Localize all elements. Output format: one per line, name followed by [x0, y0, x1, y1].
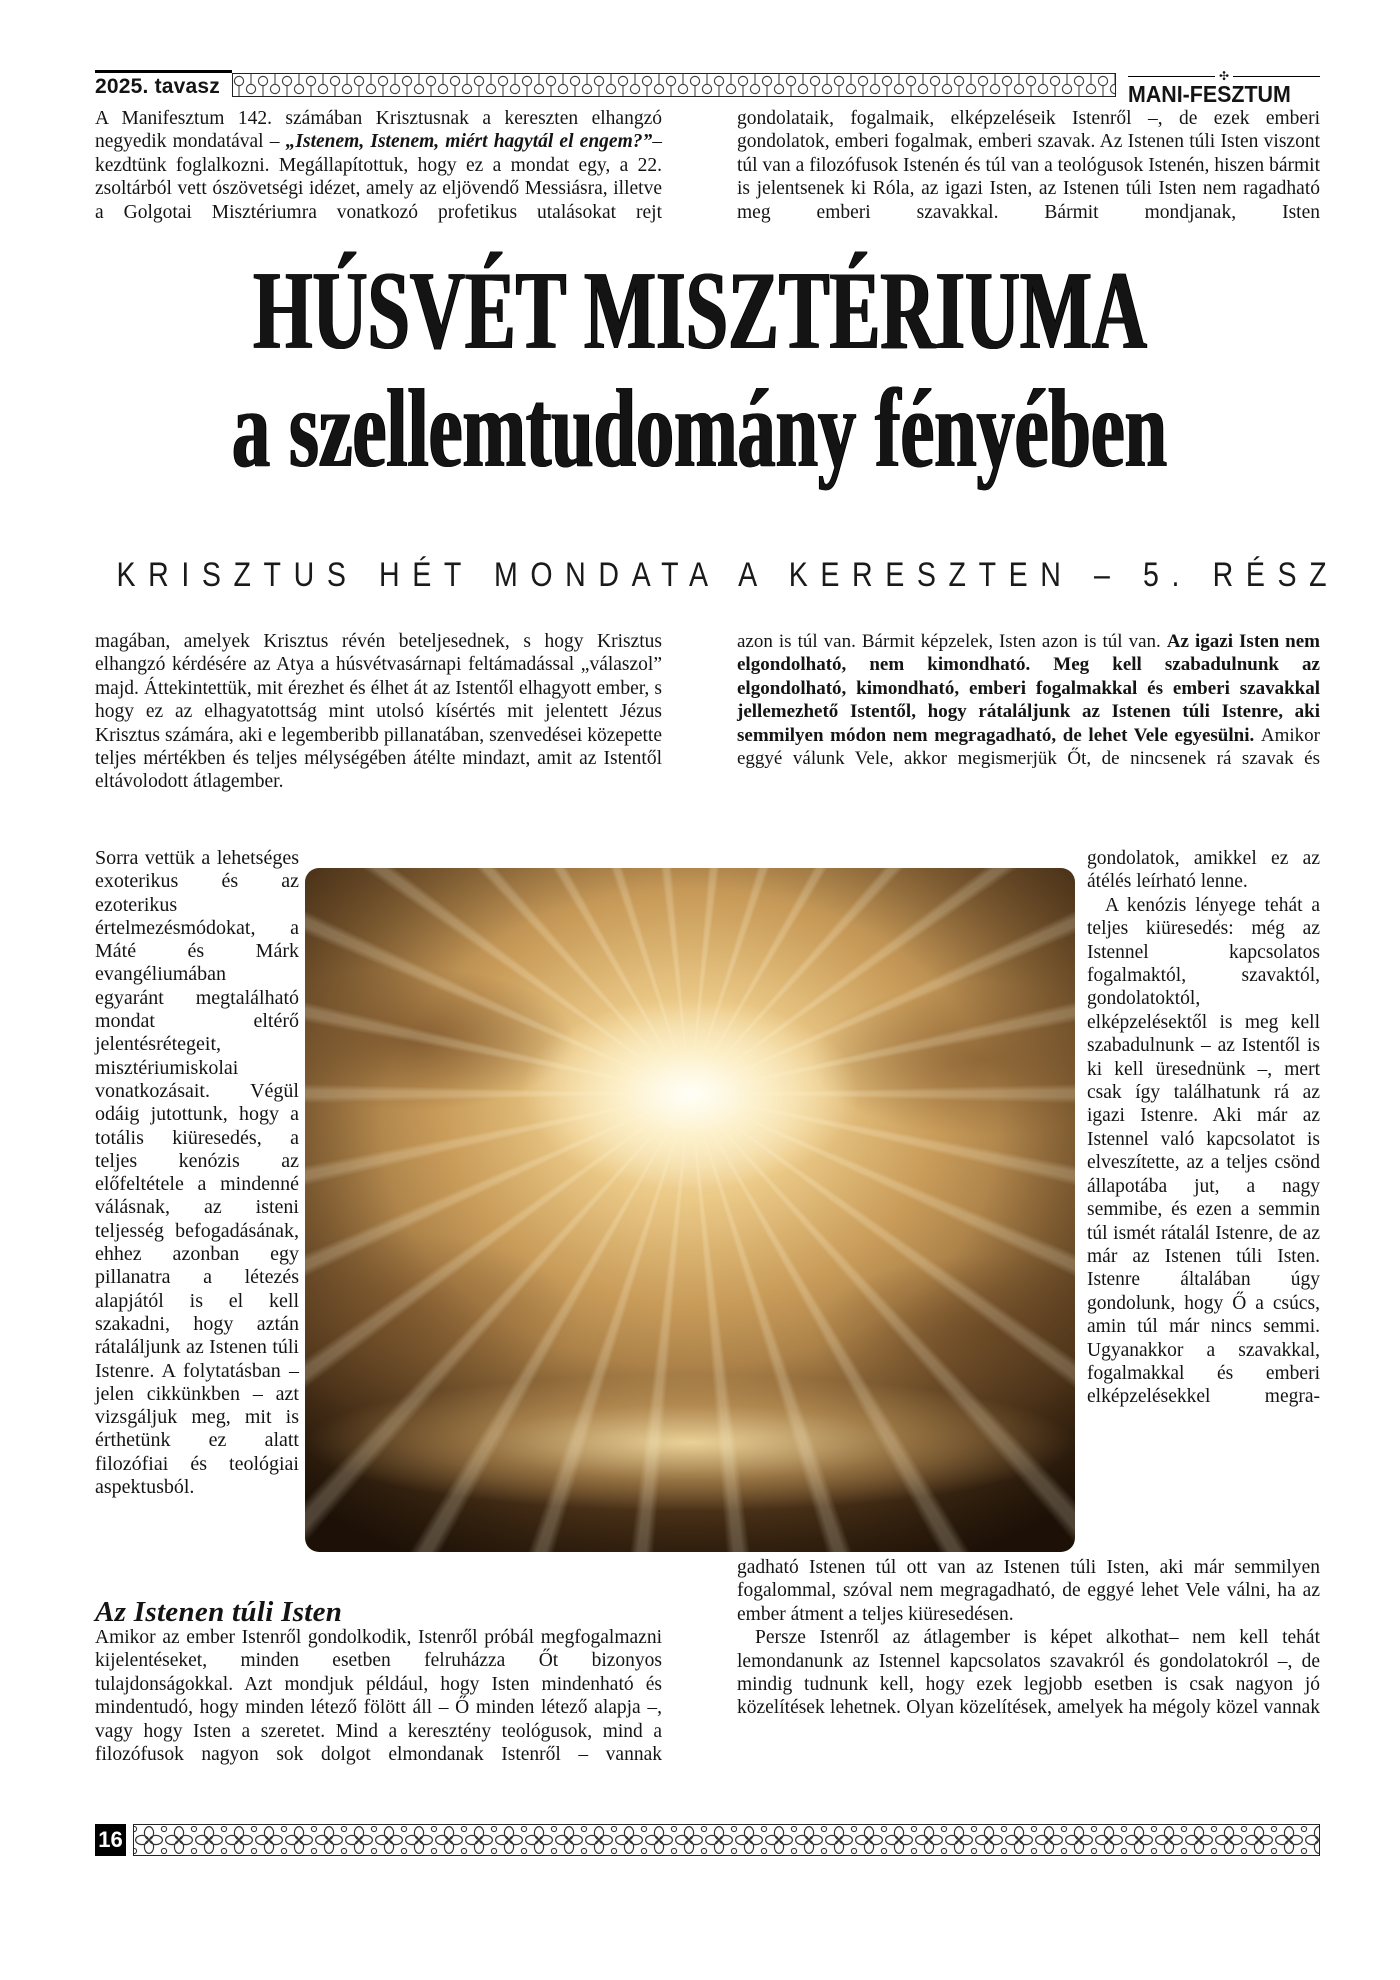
narrow-right-paragraph-1: gondolatok, amikkel ez az átélés leírható lenne. [1087, 848, 1320, 893]
article-headline [0, 249, 1400, 491]
rule-line [1128, 76, 1215, 77]
page-header [95, 69, 1320, 107]
paragraph-mid-left: magában, amelyek Krisztus révén beteljesednek, s hogy Krisztus elhangzó kérdésére az Atya a húsvétvasárnapi feltámadással „válaszol” majd. Áttekintettük, mit érezhet és élhet át az Istentől elhagyott ember, s hogy ez az elhagyatottság mint utolsó kísértés mit jelentett Jézus Krisztus számára, aki e legemberibb pillanatában, szenvedései közepette teljes mértékben és teljes mélységében átélte mindazt, amit az Istentől eltávolodott átlagember. [95, 631, 662, 793]
chain-ornament-pattern [233, 74, 1115, 96]
bottom-right-paragraph-2: Persze Istenről az átlagember is képet alkothat– nem kell tehát lemondanunk az Istennel kapcsolatos szavakról és gondolatokról –, de mindig tudnunk kell, hogy ezek legjobb esetben is csak nagyon jó közelítések lehetnek. Olyan közelítések, amelyek ha mégoly közel vannak [737, 1627, 1320, 1719]
bottom-right-paragraph-1: gadható Istenen túl ott van az Istenen túli Isten, aki már semmilyen fogalommal, szóval nem megragadható, de eggyé lehet Vele válni, ha az ember átment a teljes kiüresedésen. [737, 1557, 1320, 1625]
narrow-right-paragraph-2: A kenózis lényege tehát a teljes kiüresedés: még az Istennel kapcsolatos fogalmaktól, szavaktól, gondolatoktól, elképzelésektől is meg kell szabadulnunk – az Istentől is ki kell üresednünk –, mert csak így találhatunk rá az igazi Istenre. Aki már az Istennel való kapcsolatot is elveszítette, az a teljes csönd állapotába jut, a nagy semmibe, és ezen a semmin túl ismét rátalál Istenre, de az már az Istenen túli Isten. Istenre általában úgy gondolunk, hogy Ő a csúcs, amin túl már nincs semmi. Ugyanakkor a szavakkal, fogalmakkal és emberi elképzelésekkel megra- [1087, 894, 1320, 1408]
paragraph-bottom-left: Amikor az ember Istenről gondolkodik, Istenről próbál megfogalmazni kijelentéseket, minden esetben felruházza Őt bizonyos tulajdonságokkal. Azt mondjuk például, hogy Isten mindenható és mindentudó, hogy minden létező fölött áll – Ő minden létező alapja –, vagy hogy Isten a szeretet. Mind a keresztény teológusok, mind a filozófusok nagyon sok dolgot elmondanak Istenről – vannak [95, 1627, 662, 1766]
header-ornament-border [232, 73, 1116, 97]
section-heading: Az Istenen túli Isten [95, 1596, 343, 1629]
page-number: 16 [95, 1824, 126, 1856]
divine-light-artwork [305, 868, 1075, 1552]
flower-icon: ✣ [1218, 69, 1230, 83]
paragraph-narrow-left: Sorra vettük a lehetséges exoterikus és az ezoterikus értelmezésmódokat, a Máté és Márk evangéliumában egyaránt megtalálható mondat eltérő jelentésrétegeit, misztériumiskolai vonatkozásait. Végül odáig jutottunk, hogy a totális kiüresedés, a teljes kenózis az előfeltétele a mindenné válásnak, az isteni teljesség befogadásának, ehhez azonban egy pillanatra a létezés alapjától is el kell szakadni, hogy aztán rátaláljunk az Istenen túli Istenre. A folytatásban – jelen cikkünkben – azt vizsgáljuk meg, mit is érthetünk ez alatt filozófiai és teológiai aspektusból. [95, 847, 299, 1499]
headline-line-2: a szellemtudomány fényében [232, 367, 1168, 491]
magazine-name: MANI-FESZTUM [1128, 81, 1291, 107]
paragraph-narrow-right [1087, 847, 1320, 1409]
paragraph-intro-left: A Manifesztum 142. számában Krisztusnak a kereszten elhangzó negyedik mondatával – „Istenem, Istenem, miért hagytál el engem?”– kezdtünk foglalkozni. Megállapítottuk, hogy ez a mondat egy, a 22. zsoltárból vett ószövetségi idézet, amely az eljövendő Messiásra, illetve a Golgotai Misztériumra vonatkozó profetikus utalásokat rejt [95, 108, 662, 223]
flower-ornament-pattern [134, 1825, 1319, 1855]
paragraph-bottom-right [737, 1556, 1320, 1720]
footer-ornament-border [133, 1824, 1320, 1856]
page-footer [95, 1824, 1320, 1856]
rule-line [1233, 76, 1320, 77]
paragraph-mid-right: azon is túl van. Bármit képzelek, Isten azon is túl van. Az igazi Isten nem elgondolható, nem kimondható. Meg kell szabadulnunk az elgondolható, kimondható, emberi fogalmakkal és emberi szavakkal jellemezhető Istentől, hogy rátaláljunk az Istenen túli Istenre, aki semmilyen módon nem megragadható, de lehet Vele egyesülni. Amikor eggyé válunk Vele, akkor megismerjük Őt, de nincsenek rá szavak és [737, 631, 1320, 770]
issue-date: 2025. tavasz [95, 70, 232, 98]
magazine-title-block [1116, 69, 1320, 107]
ornament-rule [1128, 71, 1320, 81]
paragraph-intro-right: gondolataik, fogalmaik, elképzeléseik Istenről –, de ezek emberi gondolatok, emberi fogalmak, emberi szavak. Az Istenen túli Isten viszont túl van a filozófusok Istenén és túl van a teológusok Istenén, hiszen bármit is jelentsenek ki Róla, az igazi Isten, az Istenen túli Isten nem ragadható meg emberi szavakkal. Bármit mondjanak, Isten [737, 108, 1320, 223]
article-kicker: KRISZTUS HÉT MONDATA A KERESZTEN – 5. RÉSZ [116, 556, 1340, 594]
headline-line-1: HÚSVÉT MISZTÉRIUMA [253, 249, 1147, 373]
